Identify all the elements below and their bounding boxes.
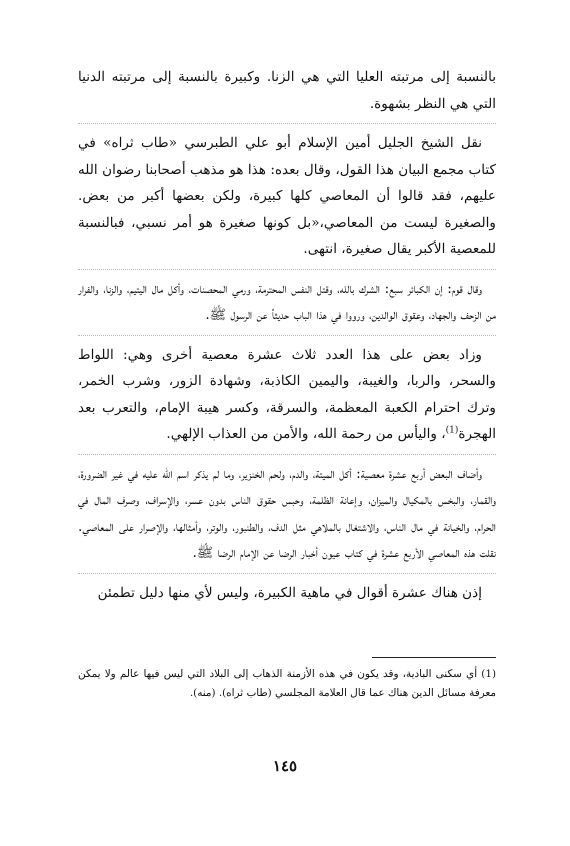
- paragraph-fourteen-sins: وأضاف البعض أربع عشرة معصية: أكل الميتة، والدم، ولحم الخنزير، وما لم يذكر اسم الله عليه في غير الضرورة، والقمار، والبخس بالمكيال والميزان، وإعانة الظلمة، وحبس حقوق الناس بدون عسر، والإسراف، وصرف المال في الحرام، والخيانة في مال الناس، والاشتغال بالملاهي مثل الدف، والطنبور، والوتر، وأمثالها، والإصرار على المعاصي. نقلت هذه المعاصي الأربع عشرة في كتاب عيون أخبار الرضا عن الإمام الرضا ﷺ.: [78, 461, 496, 574]
- footnote-marker[interactable]: (1): [445, 425, 459, 436]
- paragraph-seven-sins: وقال قوم: إن الكبائر سبع: الشرك بالله، وقتل النفس المحترمة، ورمي المحصنات، وأكل مال اليتيم، والزنا، والفرار من الزحف والجهاد، وعقوق الوالدين، ورووا في هذا الباب حديثاً عن الرسول ﷺ.: [78, 276, 496, 336]
- paragraph-continuation: بالنسبة إلى مرتبته العليا التي هي الزنا. وكبيرة بالنسبة إلى مرتبته الدنيا التي هي النظر بشهوة.: [78, 64, 496, 124]
- paragraph-ten-opinions: إذن هناك عشرة أقوال في ماهية الكبيرة، وليس لأي منها دليل تطمئن: [97, 584, 482, 601]
- paragraph-tabarsi-quote: نقل الشيخ الجليل أمين الإسلام أبو علي الطبرسي «طاب ثراه» في كتاب مجمع البيان هذا القول، وقال بعده: هذا هو مذهب أصحابنا رضوان الله عليهم، فقد قالوا أن المعاصي كلها كبيرة، ولكن بعضها أكبر من بعض. والصغيرة ليست من المعاصي،«بل كونها صغيرة هو أمر نسبي، فبالنسبة للمعصية الأكبر يقال صغيرة، انتهى.: [78, 130, 496, 270]
- body-text: [78, 64, 496, 618]
- footnote-1: (1) أي سكنى البادية، وقد يكون في هذه الأزمنة الذهاب إلى البلاد التي ليس فيها عالم ولا يمكن معرفة مسائل الدين هناك عما قال العلامة المجلسي (طاب ثراه). (منه).: [78, 668, 496, 699]
- paragraph-thirteen-more: وزاد بعض على هذا العدد ثلاث عشرة معصية أخرى وهي: اللواط والسحر، والربا، والغيبة، واليمين الكاذبة، وشهادة الزور، وشرب الخمر، وترك احترام الكعبة المعظمة، والسرقة، وكسر هيبة الإمام، والتعرب بعد الهجرة$^{(1)}$، واليأس من رحمة الله، والأمن من العذاب الإلهي.: [78, 342, 496, 455]
- page-number: ١٤٥: [272, 757, 298, 775]
- footnotes: [78, 665, 496, 703]
- footnote-separator: [372, 657, 496, 658]
